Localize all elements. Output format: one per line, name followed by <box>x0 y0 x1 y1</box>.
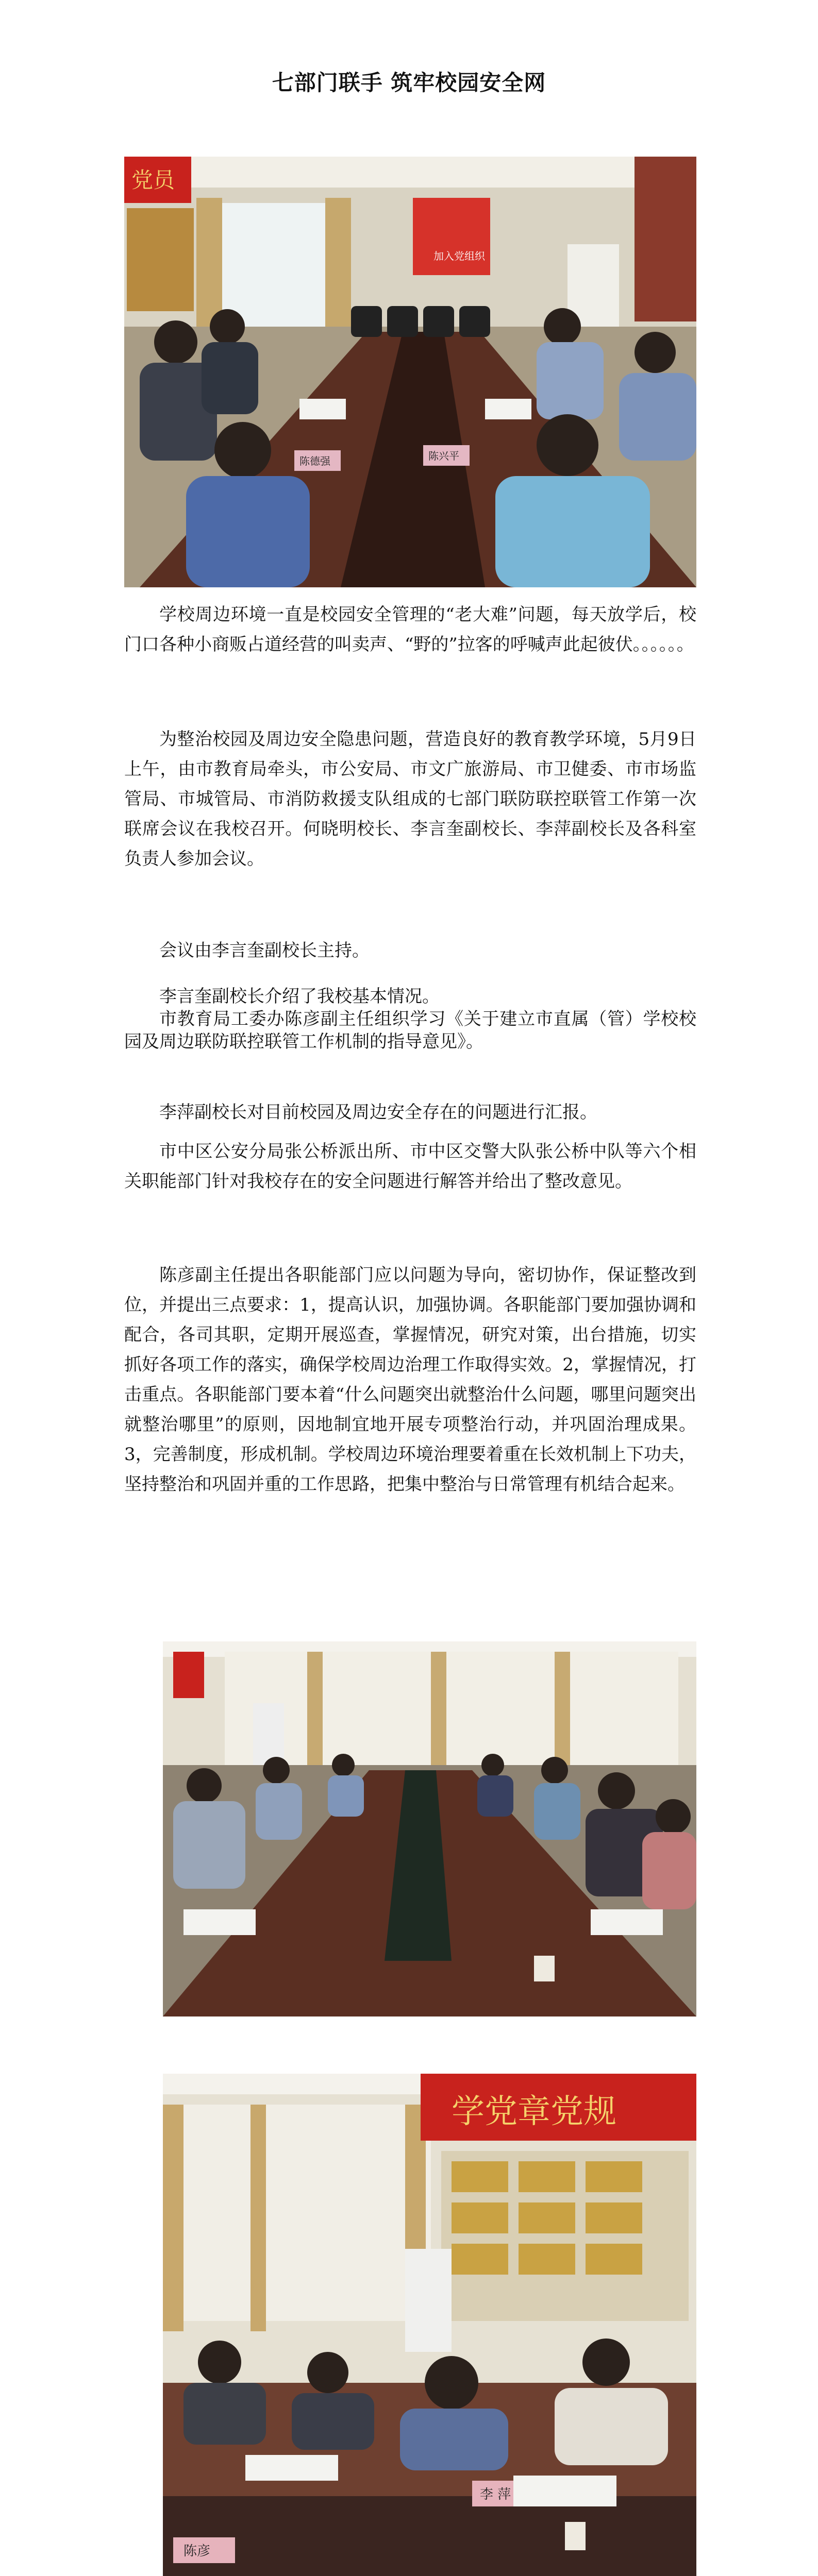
nameplate-text: 李 萍 <box>480 2487 511 2502</box>
paragraph: 李言奎副校长介绍了我校基本情况。 <box>159 986 440 1007</box>
certificate <box>586 2161 642 2192</box>
paper <box>183 1909 256 1935</box>
window <box>318 1652 436 1765</box>
paragraph: 陈彦副主任提出各职能部门应以问题为导向，密切协作，保证整改到位，并提出三点要求：1，提高认识，加强协调。各职能部门要加强协调和配合，各司其职，定期开展巡查，掌握情况，研究对策，出台措施，切实抓好各项工作的落实，确保学校周边治理工作取得实效。2，掌握情况，打击重点。各职能部门要本着“什么问题突出就整治什么问题，哪里问题突出就整治哪里”的原则，因地制宜地开展专项整治行动，并巩固治理成果。3，完善制度，形成机制。学校周边环境治理要着重在长效机制上下功夫，坚持整治和巩固并重的工作思路，把集中整治与日常管理有机结合起来。 <box>124 1265 696 1495</box>
person-body <box>202 342 258 414</box>
chair <box>459 306 490 337</box>
paragraph-report <box>124 1097 696 1127</box>
person-head <box>332 1754 355 1776</box>
person-head <box>425 2356 478 2410</box>
person-head <box>544 308 581 345</box>
person-body <box>292 2393 374 2450</box>
person-head <box>214 422 271 479</box>
person-head <box>210 309 245 344</box>
wall-banner <box>173 1652 204 1698</box>
person-head <box>541 1757 568 1784</box>
certificate <box>452 2244 508 2275</box>
party-banner-text: 党员 <box>131 167 175 193</box>
window <box>441 1652 555 1765</box>
meeting-photo-1-drawing <box>124 157 696 587</box>
nameplate-text: 陈彦 <box>183 2544 211 2559</box>
person-body <box>477 1775 513 1817</box>
paper <box>299 399 346 419</box>
cup <box>565 2522 586 2550</box>
certificate <box>452 2202 508 2233</box>
person-head <box>154 320 197 364</box>
person-body <box>642 1832 696 1909</box>
party-poster <box>413 198 490 275</box>
study-banner-text: 学党章党规 <box>452 2093 616 2131</box>
paper <box>245 2455 338 2481</box>
person-body <box>186 476 310 587</box>
cabinet <box>635 157 696 321</box>
certificate <box>586 2244 642 2275</box>
window <box>163 2105 431 2321</box>
chair <box>423 306 454 337</box>
ceiling <box>124 157 696 188</box>
paragraph: 李萍副校长对目前校园及周边安全存在的问题进行汇报。 <box>159 1102 597 1123</box>
person-body <box>537 342 604 419</box>
person-head <box>198 2341 241 2384</box>
nameplate-text: 陈兴平 <box>428 450 459 462</box>
paper <box>485 399 531 419</box>
party-poster-title: 加入党组织 <box>433 250 485 262</box>
paragraph: 会议由李言奎副校长主持。 <box>159 940 370 961</box>
curtain <box>163 2105 183 2331</box>
paragraph-departments <box>124 1137 696 1196</box>
paragraph: 市教育局工委办陈彦副主任组织学习《关于建立市直属（管）学校校园及周边联防联控联管工作机制的指导意见》。 <box>124 1009 696 1052</box>
person-body <box>183 2383 266 2445</box>
plaque-wall <box>127 208 194 311</box>
person-body <box>328 1775 364 1817</box>
curtain <box>251 2105 266 2331</box>
air-conditioner <box>405 2249 452 2352</box>
paragraph-requirements <box>124 1260 696 1499</box>
cup <box>534 1956 555 1981</box>
meeting-photo-3 <box>163 2074 696 2576</box>
person-head <box>263 1757 290 1784</box>
meeting-photo-2 <box>163 1641 696 2016</box>
curtain <box>307 1652 323 1770</box>
curtain <box>431 1652 446 1770</box>
paragraph: 学校周边环境一直是校园安全管理的“老大难”问题，每天放学后，校门口各种小商贩占道经营的叫卖声、“野的”拉客的呼喊声此起彼伏。。。。。。 <box>124 604 696 655</box>
meeting-photo-3-drawing <box>163 2074 696 2576</box>
person-body <box>256 1783 302 1840</box>
paragraph-introduction <box>124 985 696 1053</box>
certificate <box>586 2202 642 2233</box>
paragraph-intro <box>124 600 696 659</box>
person-head <box>582 2338 630 2386</box>
person-body <box>619 373 696 461</box>
curtain <box>555 1652 570 1770</box>
chair <box>351 306 382 337</box>
certificate <box>519 2202 575 2233</box>
table-edge <box>163 2496 696 2576</box>
paper <box>591 1909 663 1935</box>
person-body <box>534 1783 580 1840</box>
person-body <box>555 2388 668 2465</box>
meeting-photo-2-drawing <box>163 1641 696 2016</box>
person-body <box>400 2409 508 2470</box>
paragraph: 为整治校园及周边安全隐患问题，营造良好的教育教学环境，5月9日上午，由市教育局牵头，市公安局、市文广旅游局、市卫健委、市市场监管局、市城管局、市消防救援支队组成的七部门联防联控联管工作第一次联席会议在我校召开。何晓明校长、李言奎副校长、李萍副校长及各科室负责人参加会议。 <box>124 729 696 869</box>
person-head <box>635 332 676 373</box>
paragraph-meeting <box>124 724 696 874</box>
certificate <box>519 2244 575 2275</box>
person-head <box>656 1799 691 1834</box>
person-body <box>495 476 650 587</box>
person-head <box>481 1754 504 1776</box>
paper <box>513 2476 616 2506</box>
nameplate-text: 陈德强 <box>299 455 330 467</box>
meeting-photo-1 <box>124 157 696 587</box>
person-head <box>537 414 598 476</box>
chair <box>387 306 418 337</box>
paragraph: 市中区公安分局张公桥派出所、市中区交警大队张公桥中队等六个相关职能部门针对我校存在的安全问题进行解答并给出了整改意见。 <box>124 1141 696 1192</box>
article-title: 七部门联手 筑牢校园安全网 <box>272 70 546 95</box>
person-body <box>173 1801 245 1889</box>
curtain <box>325 198 351 337</box>
person-head <box>598 1772 635 1809</box>
person-head <box>187 1768 222 1803</box>
certificate <box>452 2161 508 2192</box>
paragraph-host <box>124 936 696 965</box>
window <box>565 1652 678 1765</box>
person-head <box>307 2352 348 2393</box>
certificate <box>519 2161 575 2192</box>
